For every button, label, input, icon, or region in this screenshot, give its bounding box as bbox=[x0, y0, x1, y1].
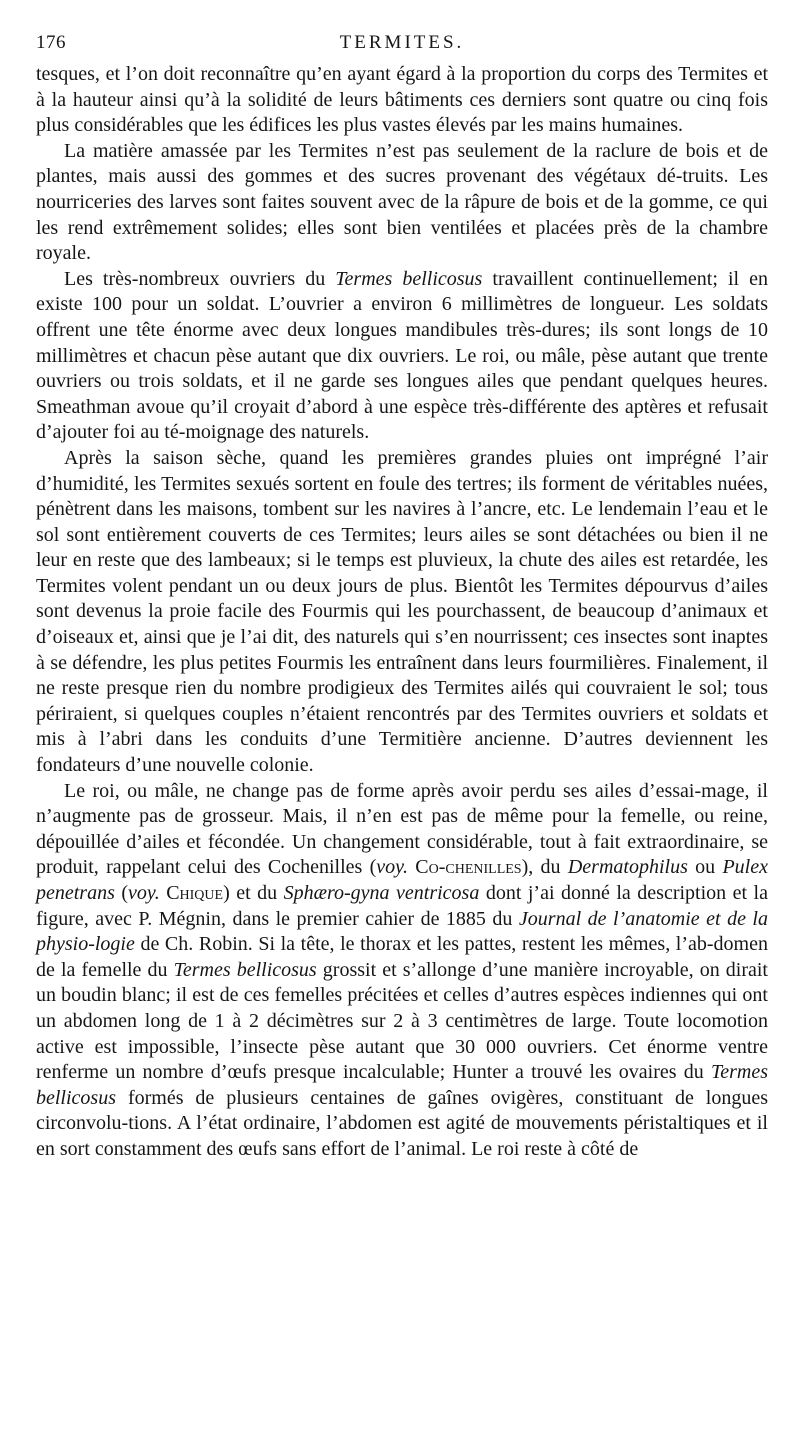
body-text bbox=[36, 62, 768, 1163]
italic-text: Pulex penetrans bbox=[36, 856, 768, 904]
paragraph bbox=[36, 779, 768, 1163]
page-header bbox=[36, 26, 768, 60]
paragraph-text: grossit et s’allonge d’une manière incroyable, on dirait un boudin blanc; il est de ces femelles précitées et celles d’autres espèces indiennes qui ont un abdomen long de 1 à 2 décimètres sur 2 à 3 centimètres de large. Toute locomotion active est impossible, l’insecte pèse autant que 30 000 ouvriers. Cet énorme ventre renferme un nombre d’œufs presque incalculable; Hunter a trouvé les ovaires du bbox=[36, 958, 768, 1084]
paragraph-text: formés de plusieurs centaines de gaînes ovigères, constituant de longues circonvolu-tions. A l’état ordinaire, l’abdomen est agité de mouvements péristaltiques et il en sort constamment des œufs sans effort de l’animal. Le roi reste à côté de bbox=[36, 1086, 768, 1160]
smallcaps-text: Chique bbox=[159, 882, 224, 904]
italic-text: Termes bellicosus bbox=[36, 1061, 768, 1109]
smallcaps-text: Co-chenilles bbox=[407, 856, 522, 879]
italic-text: voy. bbox=[376, 856, 408, 879]
paragraph-text: tesques, et l’on doit reconnaître qu’en ayant égard à la proportion du corps des Termites et à la hauteur ainsi qu’à la solidité de leurs bâtiments ces derniers sont quatre ou cinq fois plus considérables que les édifices les plus vastes élevés par les mains humaines. bbox=[36, 63, 768, 137]
italic-text: Dermatophilus bbox=[567, 856, 688, 879]
paragraph-text: de Ch. Robin. Si la tête, le thorax et les pattes, restent les mêmes, l’ab-domen de la femelle du bbox=[36, 933, 768, 981]
paragraph-text: Les très-nombreux ouvriers du bbox=[64, 267, 336, 290]
italic-text: voy. bbox=[128, 882, 160, 904]
italic-text: Termes bellicosus bbox=[173, 958, 317, 981]
italic-text: Termes bellicosus bbox=[335, 267, 483, 290]
paragraph bbox=[36, 446, 768, 779]
paragraph bbox=[36, 139, 768, 267]
paragraph-text: ) et du bbox=[223, 882, 284, 904]
paragraph-text: La matière amassée par les Termites n’est pas seulement de la raclure de bois et de plantes, mais aussi des gommes et des sucres provenant des végétaux dé-truits. Les nourriceries des larves sont faites souvent avec de la râpure de bois et de la gomme, ce qui les rend extrêmement solides; elles sont bien ventilées et placées près de la chambre royale. bbox=[36, 139, 768, 265]
paragraph-text: Le roi, ou mâle, ne change pas de forme après avoir perdu ses ailes d’essai-mage, il n’augmente pas de grosseur. Mais, il n’en est pas de même pour la femelle, ou reine, dépouillée d’ailes et fécondée. Un changement considérable, tout à fait extraordinaire, se produit, rappelant celui des Cochenilles ( bbox=[36, 779, 768, 879]
italic-text: Journal de l’anatomie et de la physio-logie bbox=[36, 907, 768, 956]
paragraph bbox=[36, 267, 768, 446]
running-head: TERMITES. bbox=[339, 32, 465, 53]
paragraph-text: travaillent continuellement; il en existe 100 pour un soldat. L’ouvrier a environ 6 millimètres de longueur. Les soldats offrent une tête énorme avec deux longues mandibules très-dures; ils sont longs de 10 millimètres et chacun pèse autant que dix ouvriers. Le roi, ou mâle, pèse autant que trente ouvriers ou trois soldats, et il ne garde ses longues ailes que pendant quelques heures. Smeathman avoue qu’il croyait d’abord à une espèce très-différente des aptères et refusait d’ajouter foi au té-moignage des naturels. bbox=[36, 267, 769, 444]
paragraph-text: ), du bbox=[521, 856, 568, 879]
paragraph-text: dont j’ai donné la description et la figure, avec P. Mégnin, dans le premier cahier de 1885 du bbox=[36, 882, 768, 930]
paragraph bbox=[36, 62, 768, 139]
paragraph-text: ( bbox=[114, 882, 129, 904]
page-number: 176 bbox=[36, 32, 66, 53]
paragraph-text: Après la saison sèche, quand les premières grandes pluies ont imprégné l’air d’humidité, les Termites sexués sortent en foule des tertres; ils forment de véritables nuées, pénètrent dans les maisons, tombent sur les navires à l’ancre, etc. Le lendemain l’eau et le sol sont entièrement couverts de ces Termites; leurs ailes se sont détachées ou bien il ne leur en reste que des lambeaux; si le temps est pluvieux, la chute des ailes est retardée, les Termites volent pendant un ou deux jours de plus. Bientôt les Termites dépourvus d’ailes sont devenus la proie facile des Fourmis qui les pourchassent, de beaucoup d’animaux et d’oiseaux et, ainsi que je l’ai dit, des naturels qui s’en nourrissent; ces insectes sont inaptes à se défendre, les plus petites Fourmis les entraînent dans leurs fourmilières. Finalement, il ne reste presque rien du nombre prodigieux des Termites ailés qui couvraient le sol; tous périraient, si quelques couples n’étaient rencontrés par des Termites ouvriers et soldats et mis à l’abri dans les conduits d’une Termitière ancienne. D’autres deviennent les fondateurs d’une nouvelle colonie. bbox=[36, 446, 768, 777]
paragraph-text: ou bbox=[687, 856, 723, 879]
italic-text: Sphæro-gyna ventricosa bbox=[283, 882, 480, 904]
